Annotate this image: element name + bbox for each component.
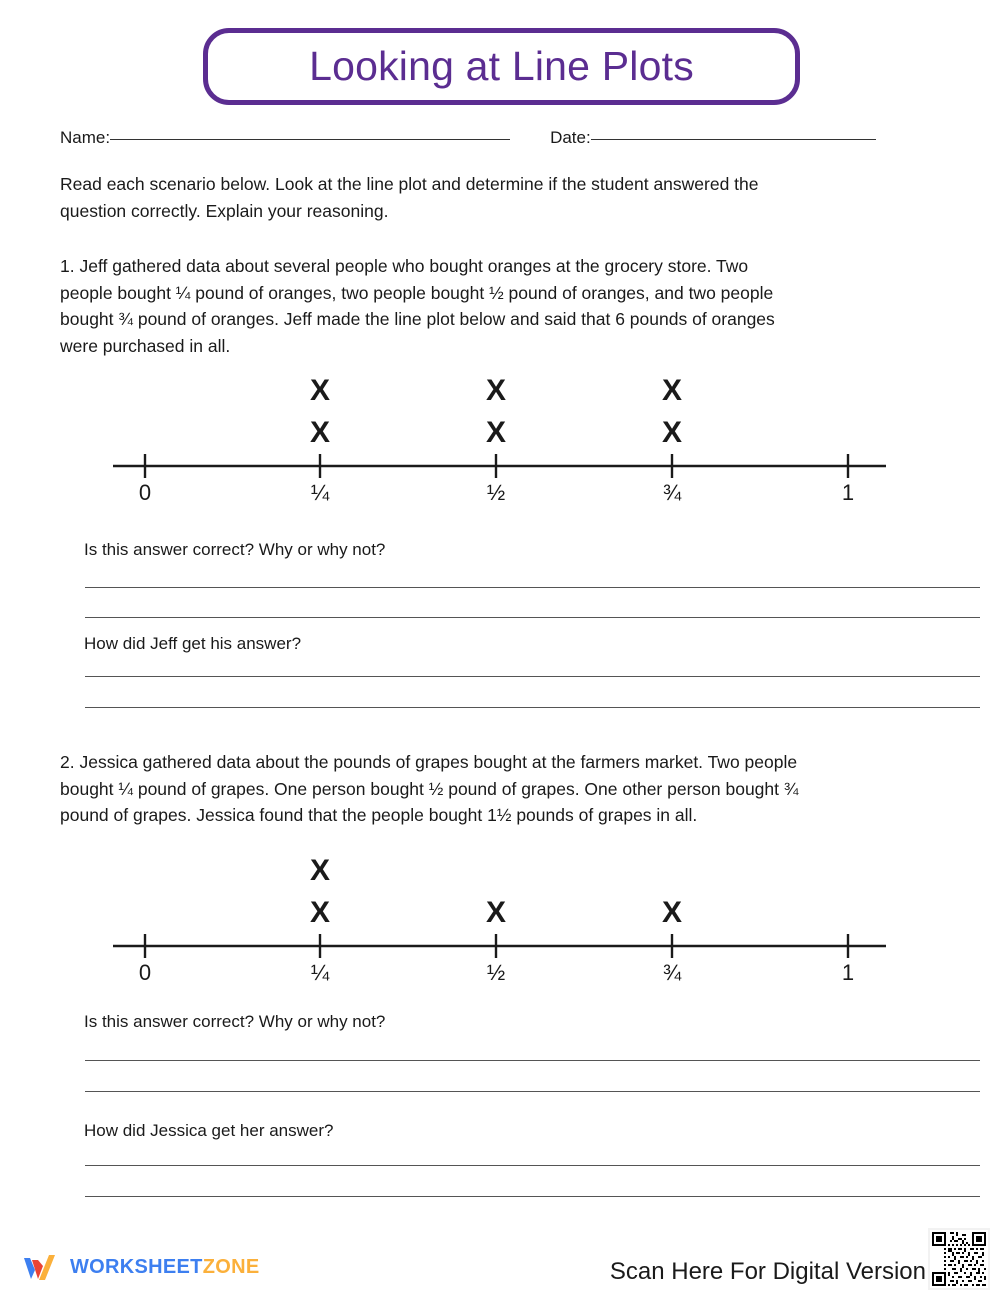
name-date-row [60, 128, 940, 148]
scan-prompt-text: Scan Here For Digital Version [609, 1258, 926, 1285]
axis-tick-label: ¾ [662, 960, 682, 985]
logo-word-zone: ZONE [202, 1256, 260, 1278]
answer-line[interactable] [85, 617, 980, 618]
axis-tick-label: ½ [486, 960, 506, 985]
name-input-rule[interactable] [110, 139, 510, 140]
qr-code[interactable] [928, 1228, 990, 1290]
question-2-prompt-a: Is this answer correct? Why or why not? [84, 1012, 386, 1031]
plot-mark: X [309, 374, 331, 407]
axis-tick-label: 0 [138, 480, 152, 505]
logo-wordmark [70, 1257, 259, 1277]
page-title: Looking at Line Plots [309, 43, 694, 89]
axis-tick-label: 1 [841, 960, 855, 985]
plot-mark: X [309, 896, 331, 929]
name-field[interactable] [60, 128, 510, 148]
question-2-text: 2. Jessica gathered data about the pounds of grapes bought at the farmers market. Two people bought ¼ pound of grapes. One person bought ½ pound of grapes. One other person bought ¾ pound of grapes. Jessica found that the people bought 1½ pounds of grapes in all. [60, 752, 799, 826]
worksheet-zone-logo[interactable] [22, 1252, 259, 1282]
answer-line[interactable] [85, 707, 980, 708]
plot-mark: X [309, 416, 331, 449]
page-title-box [203, 28, 800, 105]
line-plot-2 [0, 850, 1000, 985]
qr-code-icon [930, 1230, 988, 1288]
answer-line[interactable] [85, 1091, 980, 1092]
worksheet-zone-mark-icon [22, 1252, 62, 1282]
axis-tick-label: 1 [841, 480, 855, 505]
answer-line[interactable] [85, 1196, 980, 1197]
logo-word-worksheet: WORKSHEET [70, 1256, 203, 1278]
question-2-prompt-b: How did Jessica get her answer? [84, 1121, 334, 1140]
date-input-rule[interactable] [591, 139, 876, 140]
plot-mark: X [485, 416, 507, 449]
instructions-text: Read each scenario below. Look at the line plot and determine if the student answered the question correctly. Explain your reasoning. [60, 174, 759, 222]
answer-line[interactable] [85, 1165, 980, 1166]
axis-tick-label: ¼ [310, 480, 330, 505]
line-plot-1 [0, 370, 1000, 505]
question-1-prompt-b: How did Jeff get his answer? [84, 634, 302, 653]
answer-line[interactable] [85, 587, 980, 588]
name-label: Name: [60, 128, 111, 147]
answer-line[interactable] [85, 676, 980, 677]
plot-mark: X [661, 896, 683, 929]
plot-mark: X [485, 896, 507, 929]
axis-tick-label: 0 [138, 960, 152, 985]
date-label: Date: [550, 128, 591, 147]
plot-mark: X [309, 854, 331, 887]
plot-mark: X [661, 374, 683, 407]
axis-tick-label: ¾ [662, 480, 682, 505]
question-1-prompt-a: Is this answer correct? Why or why not? [84, 540, 386, 559]
question-1-text: 1. Jeff gathered data about several people who bought oranges at the grocery store. Two people bought ¼ pound of oranges, two people bought ½ pound of oranges, and two people bought ¾ pound of oranges. Jeff made the line plot below and said that 6 pounds of oranges were purchased in all. [60, 256, 775, 356]
axis-tick-label: ¼ [310, 960, 330, 985]
date-field[interactable] [550, 128, 876, 148]
plot-mark: X [661, 416, 683, 449]
answer-line[interactable] [85, 1060, 980, 1061]
axis-tick-label: ½ [486, 480, 506, 505]
plot-mark: X [485, 374, 507, 407]
